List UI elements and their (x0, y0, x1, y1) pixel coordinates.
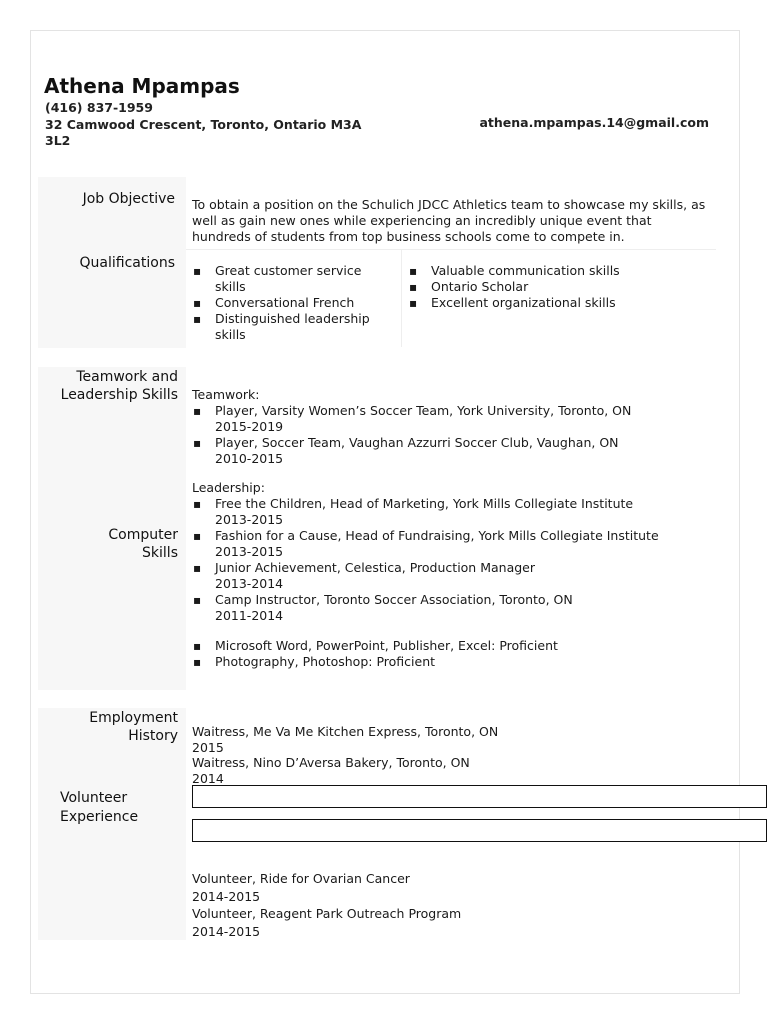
employment-line: Waitress, Me Va Me Kitchen Express, Toronto, ON (192, 724, 499, 739)
item-years: 2015-2019 (215, 419, 284, 434)
teamwork-heading: Teamwork: (192, 387, 260, 402)
list-item: ▪ Ontario Scholar (408, 279, 708, 295)
qualifications-list-1 (192, 263, 392, 343)
employment-history-label: Employment History (89, 710, 178, 744)
volunteer-line: 2014-2015 (192, 923, 261, 939)
list-item (192, 592, 712, 624)
qualifications-column-2 (402, 250, 716, 347)
employment-line: 2015 (192, 739, 224, 755)
item-title: Junior Achievement, Celestica, Production Manager (215, 560, 535, 575)
employment-list (192, 724, 712, 786)
list-item (192, 560, 712, 592)
job-objective-label: Job Objective (82, 191, 175, 207)
teamwork-block (192, 387, 712, 624)
qualifications-list-2 (408, 263, 708, 311)
list-item: ▪ Great customer service skills (192, 263, 392, 295)
list-item: ▪ Excellent organizational skills (408, 295, 708, 311)
item-title: Player, Soccer Team, Vaughan Azzurri Soccer Club, Vaughan, ON (215, 435, 619, 450)
volunteer-list (192, 870, 712, 940)
list-item (192, 496, 712, 528)
leadership-list (192, 496, 712, 624)
item-title: Fashion for a Cause, Head of Fundraising, York Mills Collegiate Institute (215, 528, 659, 543)
empty-text-box (192, 819, 767, 842)
computer-skills-label: Computer Skills (108, 527, 178, 561)
item-years: 2011-2014 (215, 608, 284, 623)
qualifications-label: Qualifications (79, 255, 175, 271)
volunteer-line: Volunteer, Reagent Park Outreach Program (192, 906, 462, 921)
empty-text-box (192, 785, 767, 808)
volunteer-experience-label: Volunteer Experience (60, 790, 139, 825)
list-item (192, 403, 712, 435)
item-title: Free the Children, Head of Marketing, York Mills Collegiate Institute (215, 496, 634, 511)
candidate-name: Athena Mpampas (44, 74, 240, 98)
phone-number: (416) 837-1959 (45, 100, 153, 115)
teamwork-leadership-label: Teamwork and Leadership Skills (60, 369, 178, 403)
item-years: 2010-2015 (215, 451, 284, 466)
list-item (192, 435, 712, 467)
job-objective-text: To obtain a position on the Schulich JDCC Athletics team to showcase my skills, as well as gain new ones while experiencing an incredibly unique event that hundreds of students from top business schools come to compete in. (192, 197, 706, 244)
item-title: Camp Instructor, Toronto Soccer Association, Toronto, ON (215, 592, 573, 607)
employment-line: 2014 (192, 770, 224, 786)
qualifications-grid (186, 250, 716, 347)
list-item: ▪ Microsoft Word, PowerPoint, Publisher, Excel: Proficient (192, 638, 712, 654)
qualifications-column-1 (186, 250, 402, 347)
teamwork-list (192, 403, 712, 467)
item-years: 2013-2014 (215, 576, 284, 591)
item-title: Player, Varsity Women’s Soccer Team, York University, Toronto, ON (215, 403, 632, 418)
employment-line: Waitress, Nino D’Aversa Bakery, Toronto, ON (192, 755, 470, 770)
leadership-heading: Leadership: (192, 480, 265, 495)
list-item (192, 528, 712, 560)
list-item: ▪ Photography, Photoshop: Proficient (192, 654, 712, 670)
list-item: ▪ Valuable communication skills (408, 263, 708, 279)
email-address: athena.mpampas.14@gmail.com (479, 115, 709, 130)
list-item: ▪ Distinguished leadership skills (192, 311, 392, 343)
item-years: 2013-2015 (215, 512, 284, 527)
list-item: ▪ Conversational French (192, 295, 392, 311)
volunteer-line: Volunteer, Ride for Ovarian Cancer (192, 871, 410, 886)
computer-skills-list (192, 638, 712, 670)
address: 32 Camwood Crescent, Toronto, Ontario M3A 3L2 (45, 117, 362, 148)
volunteer-line: 2014-2015 (192, 888, 261, 904)
item-years: 2013-2015 (215, 544, 284, 559)
